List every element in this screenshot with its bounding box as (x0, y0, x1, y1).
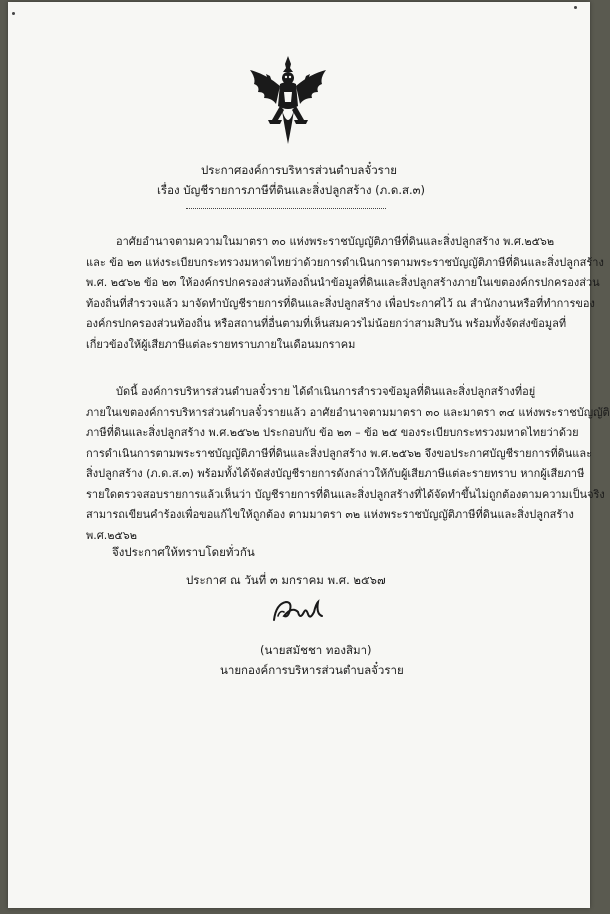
paragraph-line: และ ข้อ ๒๓ แห่งระเบียบกระทรวงมหาดไทยว่าด้วยการดำเนินการตามพระราชบัญญัติภาษีที่ดินและสิ่งปลูกสร้าง (86, 255, 604, 269)
dotted-divider (186, 208, 386, 209)
paragraph-line: เกี่ยวข้องให้ผู้เสียภาษีแต่ละรายทราบภายในเดือนมกราคม (86, 337, 356, 351)
date-line: ประกาศ ณ วันที่ ๓ มกราคม พ.ศ. ๒๕๖๗ (186, 573, 386, 587)
paragraph-line: รายใดตรวจสอบรายการแล้วเห็นว่า บัญชีรายการที่ดินและสิ่งปลูกสร้างที่ได้จัดทำขึ้นไม่ถูกต้องตามความเป็นจริง (86, 487, 605, 501)
signer-name: (นายสมัชชา ทองสิมา) (260, 643, 372, 657)
paragraph-2 (86, 382, 610, 546)
closing-line: จึงประกาศให้ทราบโดยทั่วกัน (112, 545, 255, 559)
signer-title: นายกองค์การบริหารส่วนตำบลจั๋วราย (220, 663, 404, 677)
paragraph-line: ภายในเขตองค์การบริหารส่วนตำบลจั๋วรายแล้ว อาศัยอำนาจตามมาตรา ๓๐ และมาตรา ๓๔ แห่งพระราชบัญญัติ (86, 405, 610, 419)
paragraph-line: บัดนี้ องค์การบริหารส่วนตำบลจั๋วราย ได้ดำเนินการสำรวจข้อมูลที่ดินและสิ่งปลูกสร้างที่อยู่ (116, 385, 536, 398)
paragraph-line: สิ่งปลูกสร้าง (ภ.ด.ส.๓) พร้อมทั้งได้จัดส่งบัญชีรายการดังกล่าวให้กับผู้เสียภาษีแต่ละรายทราบ หากผู้เสียภาษี (86, 467, 585, 480)
paragraph-line: พ.ศ. ๒๕๖๒ ข้อ ๒๓ ให้องค์กรปกครองส่วนท้องถิ่นนำข้อมูลที่ดินและสิ่งปลูกสร้างภายในเขตองค์กรปกครองส่วน (86, 276, 600, 289)
paragraph-line: การดำเนินการตามพระราชบัญญัติภาษีที่ดินและสิ่งปลูกสร้าง พ.ศ.๒๕๖๒ จึงขอประกาศบัญชีรายการที่ดินและ (86, 446, 592, 460)
paragraph-line: พ.ศ.๒๕๖๒ (86, 528, 138, 542)
signature-image (270, 590, 332, 630)
paragraph-line: องค์กรปกครองส่วนท้องถิ่น หรือสถานที่อื่นตามที่เห็นสมควรไม่น้อยกว่าสามสิบวัน พร้อมทั้งจัดส่งข้อมูลที่ (86, 317, 567, 330)
paragraph-line: ภาษีที่ดินและสิ่งปลูกสร้าง พ.ศ.๒๕๖๒ ประกอบกับ ข้อ ๒๓ – ข้อ ๒๕ ของระเบียบกระทรวงมหาดไทยว่าด้วย (86, 426, 579, 439)
announcement-header: ประกาศองค์การบริหารส่วนตำบลจั๋วราย (200, 163, 398, 177)
paragraph-1 (86, 232, 604, 355)
corner-mark (12, 12, 15, 15)
paragraph-line: สามารถเขียนคำร้องเพื่อขอแก้ไขให้ถูกต้อง ตามมาตรา ๓๒ แห่งพระราชบัญญัติภาษีที่ดินและสิ่งปลูกสร้าง (86, 508, 574, 521)
paragraph-line: ท้องถิ่นที่สำรวจแล้ว มาจัดทำบัญชีรายการที่ดินและสิ่งปลูกสร้าง เพื่อประกาศไว้ ณ สำนักงานหรือที่ทำการของ (86, 296, 595, 310)
announcement-subject: เรื่อง บัญชีรายการภาษีที่ดินและสิ่งปลูกสร้าง (ภ.ด.ส.๓) (156, 183, 426, 197)
corner-mark (574, 6, 577, 9)
garuda-emblem-icon (246, 54, 330, 146)
paragraph-line: อาศัยอำนาจตามความในมาตรา ๓๐ แห่งพระราชบัญญัติภาษีที่ดินและสิ่งปลูกสร้าง พ.ศ.๒๕๖๒ (116, 235, 555, 248)
document-page (8, 2, 610, 908)
